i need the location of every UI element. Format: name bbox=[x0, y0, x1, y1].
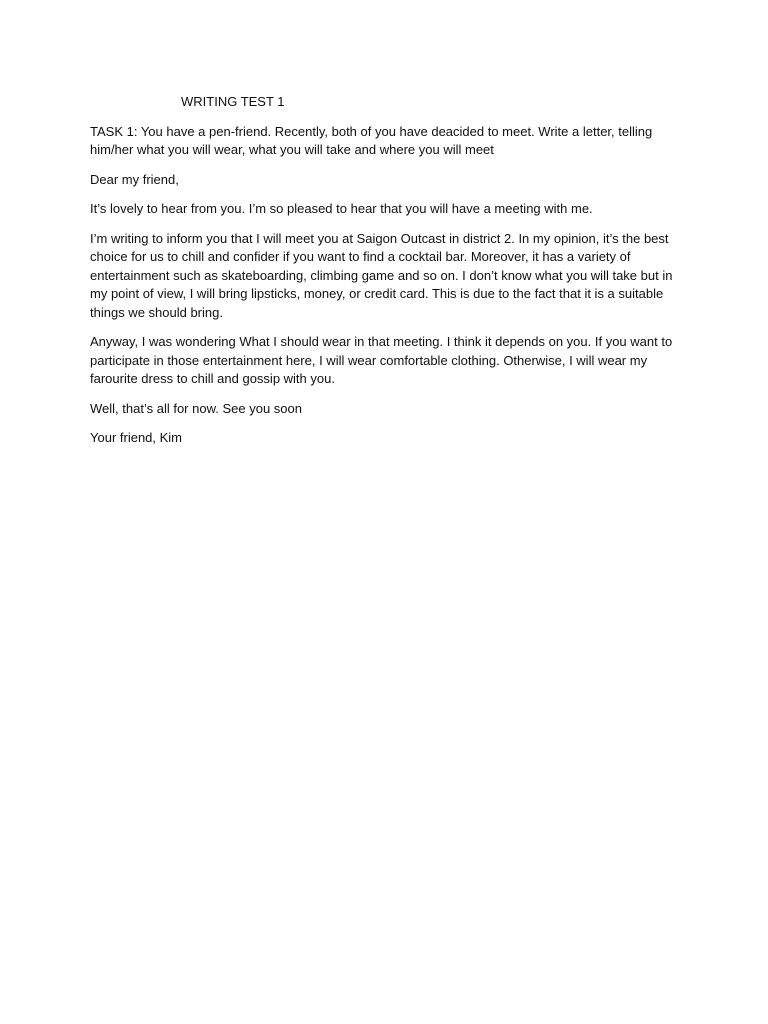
letter-paragraph: I’m writing to inform you that I will meet you at Saigon Outcast in district 2. In my opinion, it’s the best choice for us to chill and confider if you want to find a cocktail bar. Moreover, it has a variety of entertainment such as skateboarding, climbing game and so on. I don’t know what you will take but in my point of view, I will bring lipsticks, money, or credit card. This is due to the fact that it is a suitable things we should bring. bbox=[90, 230, 673, 320]
letter-closing: Well, that’s all for now. See you soon bbox=[90, 400, 302, 416]
letter-signature: Your friend, Kim bbox=[90, 430, 183, 445]
letter-paragraph: Anyway, I was wondering What I should wear in that meeting. I think it depends on you. If you want to participate in those entertainment here, I will wear comfortable clothing. Otherwise, I will wear my farourite dress to chill and gossip with you. bbox=[90, 334, 673, 386]
document-body bbox=[90, 93, 680, 459]
letter-greeting: Dear my friend, bbox=[90, 171, 179, 187]
document-title: WRITING TEST 1 bbox=[181, 94, 285, 109]
letter-paragraph: It’s lovely to hear from you. I’m so pleased to hear that you will have a meeting with me. bbox=[90, 201, 593, 216]
task-prompt: TASK 1: You have a pen-friend. Recently, both of you have deacided to meet. Write a letter, telling him/her what you will wear, what you will take and where you will meet bbox=[90, 123, 653, 157]
